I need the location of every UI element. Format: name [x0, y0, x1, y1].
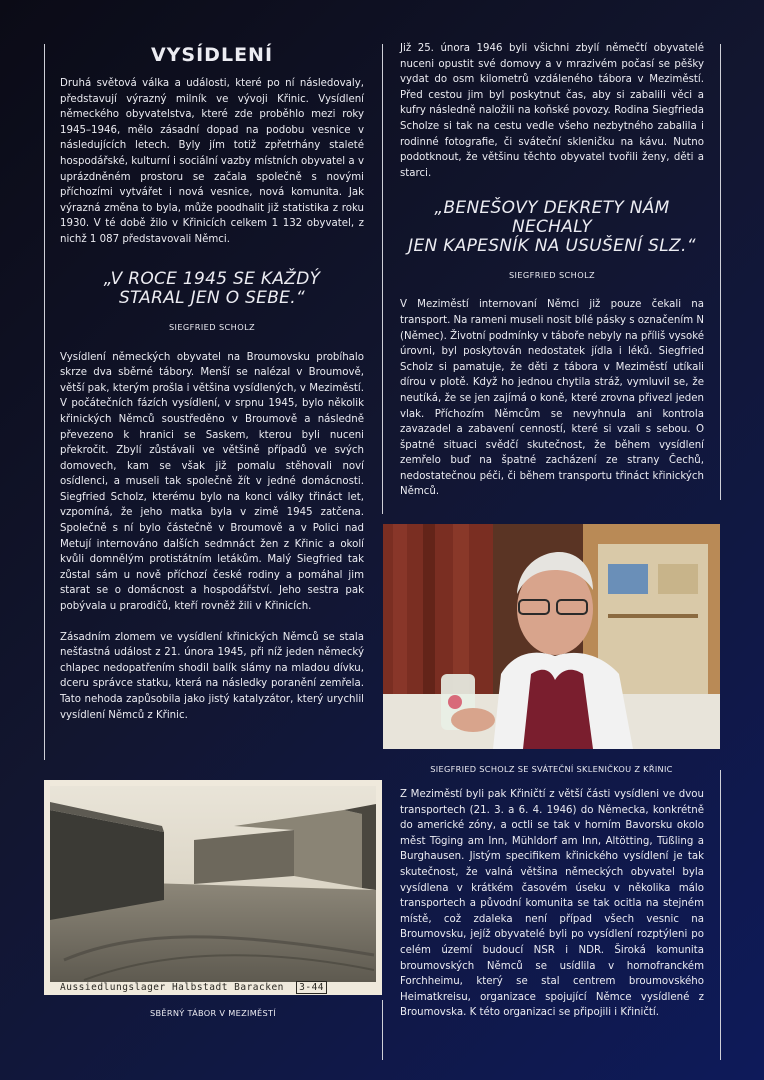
turning-point-paragraph: Zásadním zlomem ve vysídlení křinických Němců se stala nešťastná událost z 21. února 1945, při níž jeden německý chlapec nedopatřením shodil balík slámy na mladou dívku, dceru správce statku, která na následky poranění zemřela. Tato nehoda zapůsobila jako jistý katalyzátor, který urychlil vysídlení Němců z Křinic.	[60, 631, 364, 721]
right-column-rule-bottom	[720, 770, 721, 1060]
camp-photo-caption: SBĚRNÝ TÁBOR V MEZIMĚSTÍ	[149, 1008, 277, 1018]
intro-paragraph: Druhá světová válka a události, které po ní následovaly, představují výrazný milník ve vývoji Křinic. Vysídlení německého obyvatelstva, které zde proběhlo mezi roky 1945–1946, mělo zásadní dopad na podobu vesnice v následujících letech. Byly jím totiž zpřetrhány staleté hospodářské, kulturní i sociální vazby místních obyvatel a v uprázdněném prostoru se začala společně s novými příchozími vytvářet i nová vesnice, nová komunita. Jak výrazná změna to byla, může poodhalit již statistika z roku 1930. V té době žilo v Křinicích celkem 1 132 obyvatel, z nichž 1 087 představovali Němci.	[60, 78, 364, 245]
quote-author: SIEGFRIED SCHOLZ	[508, 270, 596, 281]
right-column-rule	[720, 44, 721, 500]
pull-quote-1	[60, 270, 364, 332]
right-column	[400, 41, 704, 500]
quote-author: SIEGFRIED SCHOLZ	[168, 321, 256, 332]
siegfried-scholz-photo	[383, 524, 720, 749]
portrait-caption: SIEGFRIED SCHOLZ SE SVÁTEČNÍ SKLENIČKOU Z KŘINIC	[430, 764, 673, 774]
inscription-number: 3-44	[296, 981, 327, 994]
inscription-text: Aussiedlungslager Halbstadt Baracken	[60, 982, 284, 993]
camp-archive-photo	[44, 780, 382, 995]
portrait-drawing	[383, 524, 720, 749]
transports-paragraph: Z Meziměstí byli pak Křiničtí z větší části vysídleni ve dvou transportech (21. 3. a 6. 4. 1946) do Německa, konkrétně do americké zóny, a octli se tak v horním Bavorsku okolo měst Töging am Inn, Mühldorf am Inn, Altötting, Tüßling a Burghausen. Jistým specifikem křinického vysídlení je tak skutečnost, že valná většina německých obyvatel byla vysídlena v krátkém časovém úseku v několika málo transportech a původní komunita se tak ocitla na stejném místě, což zdaleka není případ všech vesnic na Broumovsku, jejíž obyvatelé byli po vysídlení rozptýleni po celém území budoucí NSR i NDR. Široká komunita broumovských Němců se usídlila v hornofranckém Forchheimu, který se stal centrem broumovského Heimatkreisu, organizace spojující Němce vysídlené z Broumovska. K této organizaci se připojili i Křiničtí.	[400, 789, 704, 1019]
page-title: VYSÍDLENÍ	[150, 44, 274, 66]
quote-line: STARAL JEN O SEBE.“	[118, 287, 306, 308]
quote-line: „BENEŠOVY DEKRETY NÁM NECHALY	[434, 198, 670, 238]
departure-paragraph: Již 25. února 1946 byli všichni zbylí němečtí obyvatelé nuceni opustit své domovy a v mrazivém počasí se pěšky vydat do osm kilometrů vzdáleného tábora v Meziměstí. Před cestou jim byl poskytnut čas, aby si zabalili věci a kufry následně naložili na koňské povozy. Rodina Siegfrieda Scholze si tak na cestu vedle všeho nezbytného zabalila i rodinné fotografie, či sváteční skleničku na kávu. Nutno podotknout, že většinu těchto obyvatel tvořili ženy, děti a starci.	[400, 43, 704, 179]
center-rule-bottom	[382, 1000, 383, 1060]
quote-line: „V ROCE 1945 SE KAŽDÝ	[103, 268, 321, 289]
center-rule-top	[382, 44, 383, 514]
photo-inscription	[60, 982, 327, 993]
left-column	[60, 44, 364, 723]
quote-line: JEN KAPESNÍK NA USUŠENÍ SLZ.“	[408, 236, 696, 257]
pull-quote-2	[400, 199, 704, 280]
camps-paragraph: Vysídlení německých obyvatel na Broumovsku probíhalo skrze dva sběrné tábory. Menší se nalézal v Broumově, větší pak, kterým prošla i většina vysídlených, v Meziměstí. V počátečních fázích vysídlení, v srpnu 1945, bylo několik křinických Němců soustředěno v Broumově a následně převezeno k hranici se Saskem, kterou byli nuceni překročit. Zbylí zůstávali ve většině případů ve svých domovech, kam se však již pomalu stěhovali noví osídlenci, a museli tak společně žít v jedné domácnosti. Siegfried Scholz, kterému bylo na konci války třináct let, vzpomíná, že jeho matka byla v zimě 1945 zatčena. Společně s ní bylo částečně v Broumově a v Polici nad Metují internováno dalších sedmnáct žen z Křinic a okolí kvůli domnělým protistátním letákům. Malý Siegfried tak zůstal sám u nově příchozí české rodiny a pomáhal jim starat se o domácnost a hospodářství. Jeho sestra pak pobývala u prarodičů, kteří rovněž žili v Křinicích.	[60, 351, 364, 613]
internment-paragraph: V Meziměstí internovaní Němci již pouze čekali na transport. Na rameni museli nosit bílé pásky s označením N (Němec). Životní podmínky v táboře nebyly na příliš vysoké úrovni, byl poskytován nedostatek jídla i léků. Siegfried Scholz si pamatuje, že děti z tábora v Meziměstí utíkali dírou v plotě. Když ho jednou chytila stráž, vymluvil se, že neutíká, že se jen zajímá o koně, které zrovna přivezl jeden vlak. Příchozím Němcům se nevyhnula ani kontrola zavazadel a zabavení cenností, které si vzali s sebou. O špatné situaci svědčí skutečnost, že během vysídlení zemřelo buď na špatné zacházení ze strany Čechů, nedostatečnou péči, či během transportu třináct křinických Němců.	[400, 299, 704, 498]
right-column-lower	[400, 787, 704, 1021]
left-column-rule	[44, 44, 45, 760]
camp-photo-drawing	[44, 780, 382, 995]
